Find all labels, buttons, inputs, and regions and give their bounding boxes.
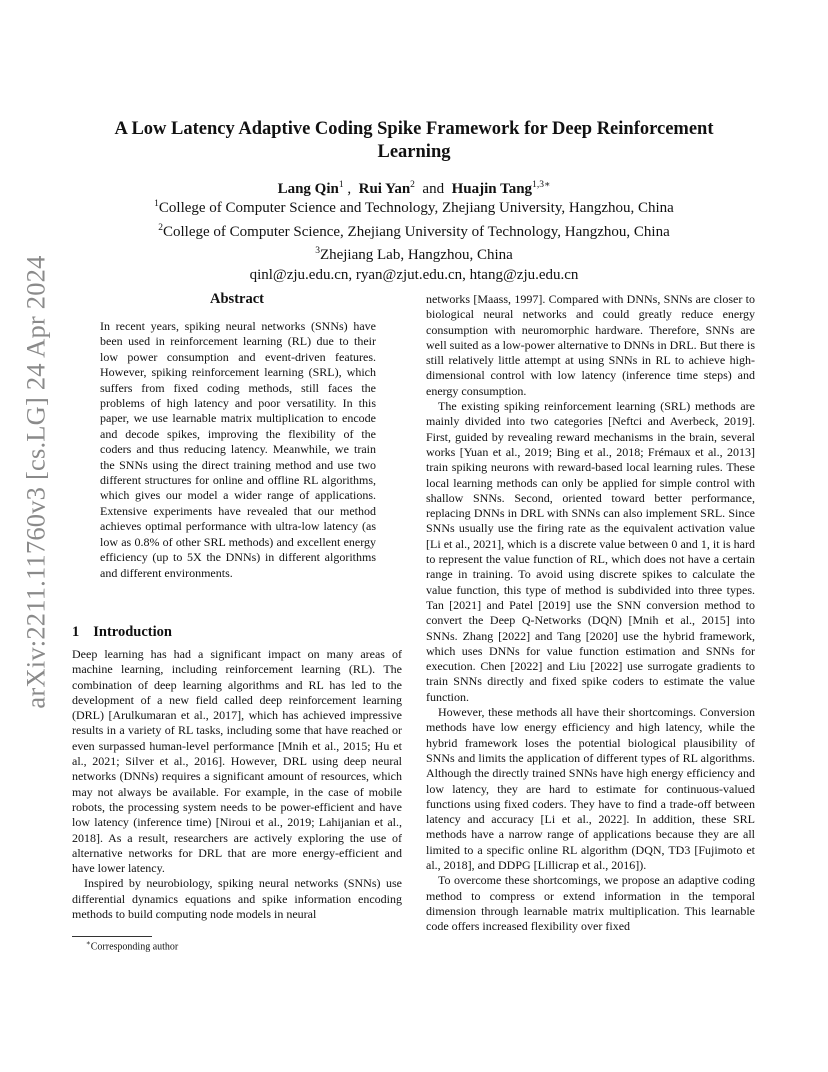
affiliation: $^1$College of Computer Science and Technology, Zhejiang University, Hangzhou, China: [154, 199, 674, 216]
left-column-body: [72, 647, 402, 922]
paragraph: The existing spiking reinforcement learning (SRL) methods are mainly divided into two categories [Neftci and Averbeck, 2019]. First, guided by revealing reward mechanisms in the brain, several works [Yuan et al., 2019; Bing et al., 2018; Frémaux et al., 2013] train spiking neurons with reward-based local learning rules. These local learning methods can only be applied for simple control with shallow SNNs. Second, oriented toward better performance, replacing DNNs in DRL with SNNs can also implement SRL. Since SNNs usually use the firing rate as the equivalent activation value [Li et al., 2021], which is a discrete value between 0 and 1, it is hard to represent the value function of RL, which does not have a certain range in training. To avoid using discrete spikes to calculate the value function, this type of method is subdivided into three types. Tan [2021] and Patel [2019] use the SNN conversion method to convert the Deep Q-Networks (DQN) [Mnih et al., 2015] into SNNs. Zhang [2022] and Tang [2020] use the hybrid framework, which uses DNNs for value function estimation and SNNs for execution. Chen [2022] and Liu [2022] use surrogate gradients to train SNNs directly and fixed spike coders to estimate the value function.: [426, 399, 755, 704]
author-sup: 2: [410, 180, 415, 190]
author-list: Lang Qin$^1$ , Rui Yan$^2$ and Huajin Tang$^{1,3∗}$: [277, 180, 551, 197]
paragraph: To overcome these shortcomings, we propose an adaptive coding method to compress or extend information in the temporal dimension through learnable matrix multiplication. This learnable code offers increased flexibility over fixed: [426, 873, 755, 934]
paper-title: A Low Latency Adaptive Coding Spike Framework for Deep Reinforcement Learning: [114, 119, 714, 162]
author-name: Lang Qin: [277, 181, 339, 197]
abstract-text: In recent years, spiking neural networks (SNNs) have been used in reinforcement learning (RL) due to their low power consumption and event-driven features. However, spiking reinforcement learning (SRL), which suffers from fixed coding methods, still faces the problems of high latency and poor versatility. In this paper, we use learnable matrix multiplication to encode and decode spikes, improving the flexibility of the coders and thus reducing latency. Meanwhile, we train the SNNs using the direct training method and use two different structures for online and offline RL algorithms, which gives our model a wider range of applications. Extensive experiments have revealed that our method achieves optimal performance with ultra-low latency (as low as 0.8% of other SRL methods) and excellent energy efficiency (up to 5X the DNNs) in different algorithms and different environments.: [100, 319, 376, 580]
arxiv-identifier: arXiv:2211.11760v3 [cs.LG] 24 Apr 2024: [20, 255, 51, 709]
affiliations: [80, 195, 748, 285]
paragraph: networks [Maass, 1997]. Compared with DNNs, SNNs are closer to biological neural networks and could greatly reduce energy consumption with neuromorphic hardware. Therefore, SNNs are well suited as a low-power alternative to DNNs in DRL. But there is still relatively little attempt at using SNNs in RL to achieve high-dimensional control with low latency (inference time steps) and energy consumption.: [426, 292, 755, 398]
author-emails: qinl@zju.edu.cn, ryan@zjut.edu.cn, htang@zju.edu.cn: [249, 266, 579, 283]
affiliation: $^2$College of Computer Science, Zhejiang University of Technology, Hangzhou, China: [158, 222, 670, 240]
paragraph: Deep learning has had a significant impact on many areas of machine learning, including reinforcement learning (RL). The combination of deep learning algorithms and RL has led to the development of a new field called deep reinforcement learning (DRL) [Arulkumaran et al., 2017], which has achieved impressive results in a variety of RL tasks, including some that have reached or even surpassed human-level performance [Mnih et al., 2015; Hu et al., 2021; Silver et al., 2016]. However, DRL using deep neural networks (DNNs) requires a significant amount of resources, which may not always be available. For example, in the case of mobile robots, the processing system needs to be power-efficient and have low latency (inference time) [Niroui et al., 2019; Lahijanian et al., 2018]. As a result, researchers are actively exploring the use of alternative networks for DRL that are more energy-efficient and have lower latency.: [72, 647, 402, 876]
footnote: ∗Corresponding author: [86, 939, 179, 953]
right-column-body: [426, 292, 755, 934]
author-sup: 1,3∗: [532, 180, 551, 190]
author-name: Rui Yan: [358, 181, 411, 197]
paragraph: Inspired by neurobiology, spiking neural networks (SNNs) use differential dynamics equations and spike information encoding methods to build computing node models in neural: [72, 876, 402, 922]
footnote-rule: [72, 936, 152, 937]
author-sup: 1: [338, 180, 344, 190]
affiliation: $^3$Zhejiang Lab, Hangzhou, China: [315, 246, 513, 263]
section-heading: 1 Introduction: [72, 624, 172, 640]
paragraph: However, these methods all have their shortcomings. Conversion methods have low energy efficiency and high latency, while the hybrid framework loses the potential biological plausibility of SNNs and limits the application of different types of RL algorithms. Although the directly trained SNNs have high energy efficiency and low latency, they are hard to estimate for continuous-valued functions using fixed coders. They have to find a trade-off between latency and accuracy [Li et al., 2022]. In addition, these SRL methods have a narrow range of applications because they are all limited to a specific online RL algorithm (DQN, TD3 [Fujimoto et al., 2018], and DDPG [Lillicrap et al., 2016]).: [426, 705, 755, 872]
author-name: Huajin Tang: [451, 181, 533, 197]
abstract-heading: Abstract: [210, 291, 264, 307]
